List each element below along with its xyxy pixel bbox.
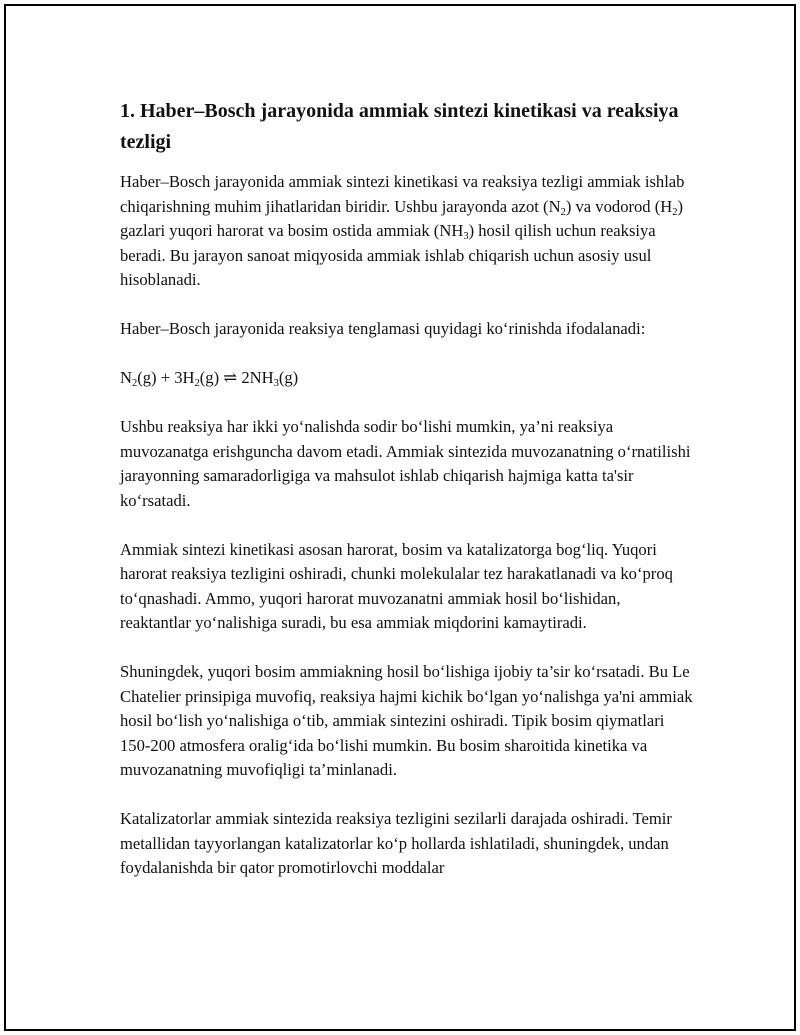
- subscript: 2: [560, 206, 566, 218]
- subscript: 2: [131, 378, 138, 389]
- section-heading: 1. Haber–Bosch jarayonida ammiak sintezi kinetikasi va reaksiya tezligi: [120, 100, 679, 153]
- subscript: 3: [463, 231, 469, 242]
- subscript: 2: [672, 206, 678, 218]
- document-body: [120, 96, 695, 905]
- equation-part: N: [120, 368, 132, 387]
- paragraph-intro-text-b: ) va vodorod (H: [565, 196, 673, 216]
- equation-part: (g): [278, 368, 299, 387]
- paragraph-intro-text-d: ) hosil qilish uchun reaksiya beradi. Bu jarayon sanoat miqyosida ammiak ishlab chiqarish uchun asosiy usul hisoblanadi.: [120, 221, 656, 289]
- paragraph-equation-intro: Haber–Bosch jarayonida reaksiya tenglamasi quyidagi ko‘rinishda ifodalanadi:: [120, 319, 646, 338]
- paragraph-intro-text-a: Haber–Bosch jarayonida ammiak sintezi kinetikasi va reaksiya tezligi ammiak ishlab chiqarishning muhim jihatlaridan biridir. Ushbu jarayonda azot (N: [120, 172, 685, 216]
- paragraph-pressure: Shuningdek, yuqori bosim ammiakning hosil bo‘lishiga ijobiy ta’sir ko‘rsatadi. Bu Le Chatelier prinsipiga muvofiq, reaksiya hajmi kichik bo‘lgan yo‘nalishga ya'ni ammiak hosil bo‘lish yo‘nalishiga o‘tib, ammiak sintezini oshiradi. Tipik bosim qiymatlari 150-200 atmosfera oralig‘ida bo‘lishi mumkin. Bu bosim sharoitida kinetika va muvozanatning muvofiqligi ta’minlanadi.: [120, 662, 693, 779]
- subscript: 3: [273, 378, 279, 389]
- page-frame: [4, 4, 796, 1031]
- paragraph-intro-text-c: ) gazlari yuqori harorat va bosim ostida ammiak (NH: [120, 196, 684, 240]
- subscript: 2: [194, 378, 200, 389]
- equation-part: (g) ⇌ 2NH: [199, 368, 274, 387]
- paragraph-kinetics: Ammiak sintezi kinetikasi asosan harorat, bosim va katalizatorga bog‘liq. Yuqori harorat reaksiya tezligini oshiradi, chunki molekulalar tez harakatlanadi va ko‘proq to‘qnashadi. Ammo, yuqori harorat muvozanatni ammiak hosil bo‘lishidan, reaktantlar yo‘nalishiga suradi, bu esa ammiak miqdorini kamaytiradi.: [120, 539, 673, 632]
- paragraph-catalysts: Katalizatorlar ammiak sintezida reaksiya tezligini sezilarli darajada oshiradi. Temir metallidan tayyorlangan katalizatorlar ko‘p hollarda ishlatiladi, shuningdek, undan foydalanishda bir qator promotirlovchi moddalar: [120, 809, 672, 877]
- reaction-equation: [120, 366, 695, 391]
- paragraph-intro: [120, 170, 695, 293]
- equation-part: (g) + 3H: [137, 368, 195, 387]
- paragraph-equilibrium: Ushbu reaksiya har ikki yo‘nalishda sodir bo‘lishi mumkin, ya’ni reaksiya muvozanatga erishguncha davom etadi. Ammiak sintezida muvozanatning o‘rnatilishi jarayonning samaradorligiga va mahsulot ishlab chiqarish hajmiga katta ta'sir ko‘rsatadi.: [120, 417, 691, 510]
